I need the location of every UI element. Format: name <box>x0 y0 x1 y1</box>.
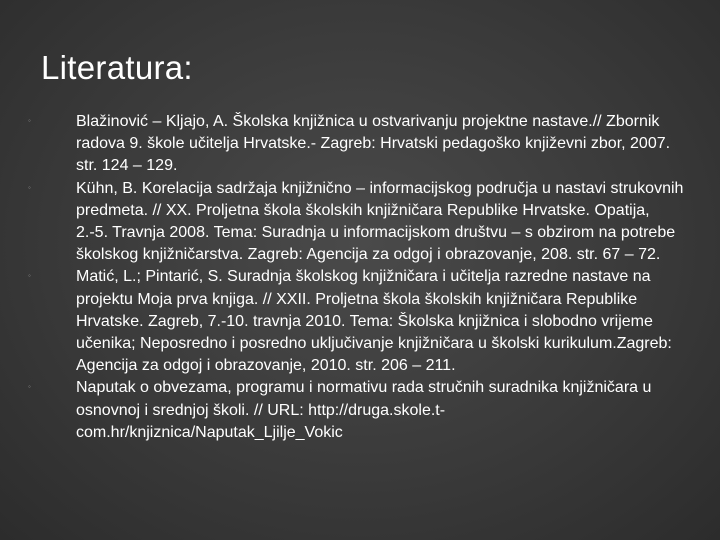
bullet-icon: ◦ <box>28 116 31 125</box>
reference-text: Matić, L.; Pintarić, S. Suradnja školskog knjižničara i učitelja razredne nastave na projektu Moja prva knjiga. // XXII. Proljetna škola školskih knjižničara Republike Hrvatske. Zagreb, 7.-10. travnja 2010. Tema: Školska knjižnica i slobodno vrijeme učenika; Neposredno i posredno uključivanje knjižničara u školski kurikulum.Zagreb: Agencija za odgoj i obrazovanje, 2010. str. 206 – 211. <box>76 268 672 375</box>
bullet-icon: ◦ <box>28 271 31 281</box>
bullet-icon: ◦ <box>28 382 31 392</box>
reference-item <box>28 178 686 267</box>
reference-text: Kühn, B. Korelacija sadržaja knjižnično – informacijskog područja u nastavi strukovnih predmeta. // XX. Proljetna škola školskih knjižničara Republike Hrvatske. Opatija, 2.-5. Travnja 2008. Tema: Suradnja u informacijskom društvu – s obzirom na potrebe školskog knjižničarstva. Zagreb: Agencija za odgoj i obrazovanje, 208. str. 67 – 72. <box>76 179 684 264</box>
slide-title: Literatura: <box>41 49 193 86</box>
bullet-icon: ◦ <box>28 182 31 192</box>
reference-text: Blažinović – Kljajo, A. Školska knjižnica u ostvarivanju projektne nastave.// Zbornik radova 9. škole učitelja Hrvatske.- Zagreb: Hrvatski pedagoško književni zbor, 2007. str. 124 – 129. <box>76 113 671 175</box>
reference-item <box>28 266 686 377</box>
reference-item <box>28 377 686 444</box>
reference-list <box>28 111 686 444</box>
reference-text: Naputak o obvezama, programu i normativu rada stručnih suradnika knjižničara u osnovnoj i srednjoj školi. // URL: http://druga.skole.t-com.hr/knjiznica/Naputak_Ljilje_Vokic <box>76 379 652 441</box>
reference-item <box>28 111 686 178</box>
